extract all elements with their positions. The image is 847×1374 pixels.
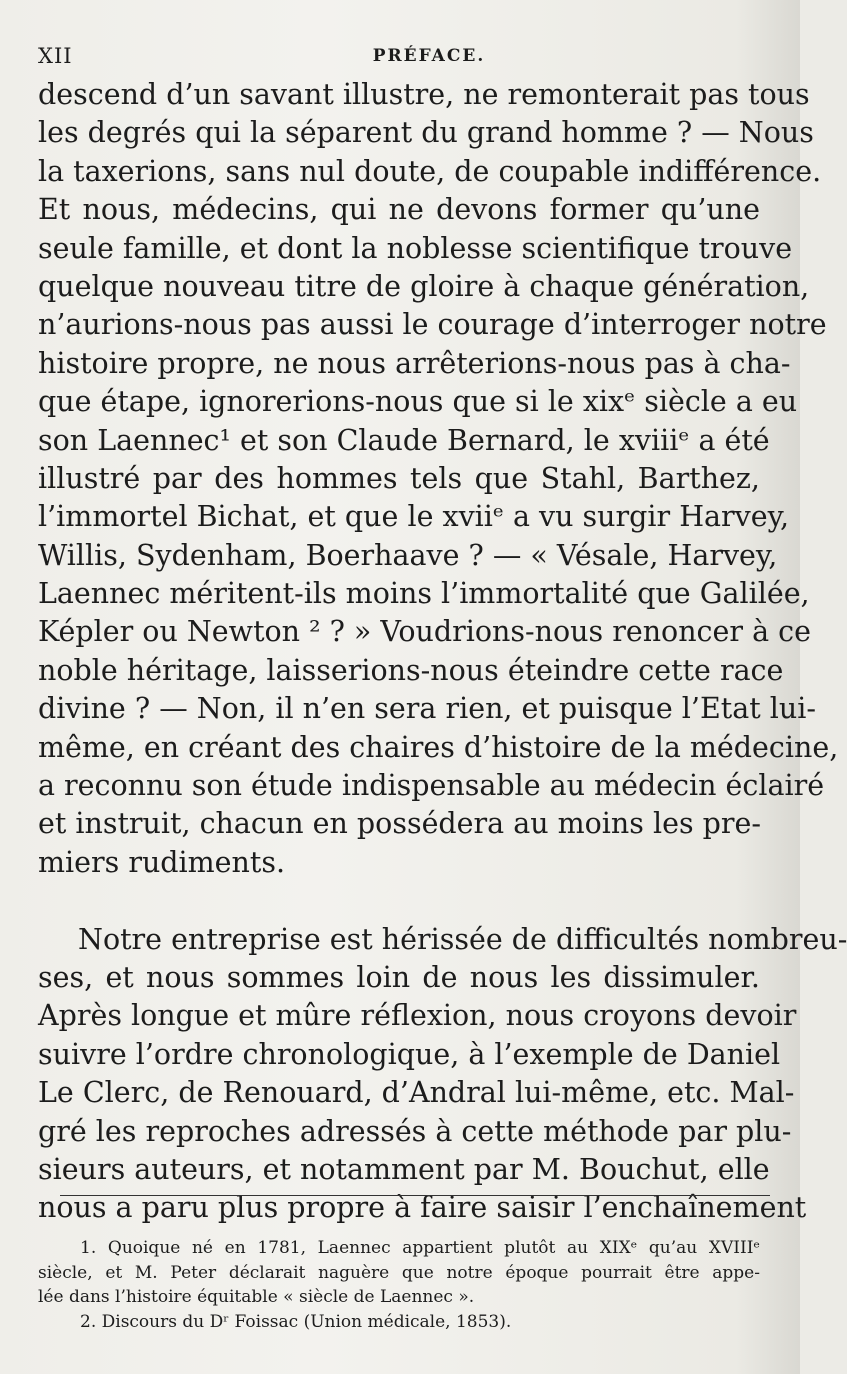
footnote-rule [60,1195,770,1196]
running-head [38,44,760,74]
text-line: seule famille, et dont la noblesse scientifique trouve [38,231,793,265]
text-line: Et nous, médecins, qui ne devons former qu’une [38,193,760,227]
text-line: noble héritage, laisserions-nous éteindre cette race [38,653,784,687]
text-line: Képler ou Newton ² ? » Voudrions-nous renoncer à ce [38,615,811,649]
footnote-1-line: lée dans l’histoire équitable « siècle de Laennec ». [38,1287,475,1307]
page-number: XII [38,44,73,68]
text-line: même, en créant des chaires d’histoire de la médecine, [38,730,839,764]
footnote-1-line: 1. Quoique né en 1781, Laennec appartient plutôt au XIXᵉ qu’au XVIIIᵉ [80,1238,760,1258]
paragraph-1 [38,76,839,882]
paragraph-2 [38,921,847,1228]
text-line: quelque nouveau titre de gloire à chaque génération, [38,269,810,303]
text-line: divine ? — Non, il n’en sera rien, et puisque l’Etat lui- [38,692,816,726]
text-line: a reconnu son étude indispensable au médecin éclairé [38,769,825,803]
running-title: PRÉFACE. [372,46,486,66]
text-line: la taxerions, sans nul doute, de coupable indifférence. [38,154,822,188]
footnote-2-line: 2. Discours du Dʳ Foissac (Union médicale, 1853). [80,1311,512,1332]
text-line: ses, et nous sommes loin de nous les dissimuler. [38,960,760,994]
text-line: nous a paru plus propre à faire saisir l’enchaînement [38,1191,807,1225]
text-line: Willis, Sydenham, Boerhaave ? — « Vésale, Harvey, [38,538,778,572]
text-line: suivre l’ordre chronologique, à l’exemple de Daniel [38,1037,781,1071]
text-line: sieurs auteurs, et notamment par M. Bouchut, elle [38,1152,770,1186]
text-line: n’aurions-nous pas aussi le courage d’interroger notre [38,308,827,342]
footnotes [38,1236,760,1334]
paragraph-gap [38,882,760,920]
text-line: Laennec méritent-ils moins l’immortalité que Galilée, [38,577,810,611]
text-line: les degrés qui la séparent du grand homme ? — Nous [38,116,814,150]
text-line: Le Clerc, de Renouard, d’Andral lui-même, etc. Mal- [38,1076,795,1110]
text-line: miers rudiments. [38,845,286,879]
text-line: Après longue et mûre réflexion, nous croyons devoir [38,999,797,1033]
text-line: l’immortel Bichat, et que le xviiᵉ a vu surgir Harvey, [38,500,790,534]
text-line: Notre entreprise est hérissée de difficultés nombreu- [78,922,847,956]
footnote-1-line: siècle, et M. Peter déclarait naguère que notre époque pourrait être appe- [38,1262,760,1283]
text-line: histoire propre, ne nous arrêterions-nous pas à cha- [38,346,791,380]
text-line: son Laennec¹ et son Claude Bernard, le xviiiᵉ a été [38,423,770,457]
text-line: et instruit, chacun en possédera au moins les pre- [38,807,761,841]
text-line: que étape, ignorerions-nous que si le xixᵉ siècle a eu [38,385,798,419]
text-line: gré les reproches adressés à cette méthode par plu- [38,1114,792,1148]
text-line: descend d’un savant illustre, ne remonterait pas tous [38,78,810,111]
body-text [38,76,847,1228]
text-line: illustré par des hommes tels que Stahl, Barthez, [38,461,760,495]
